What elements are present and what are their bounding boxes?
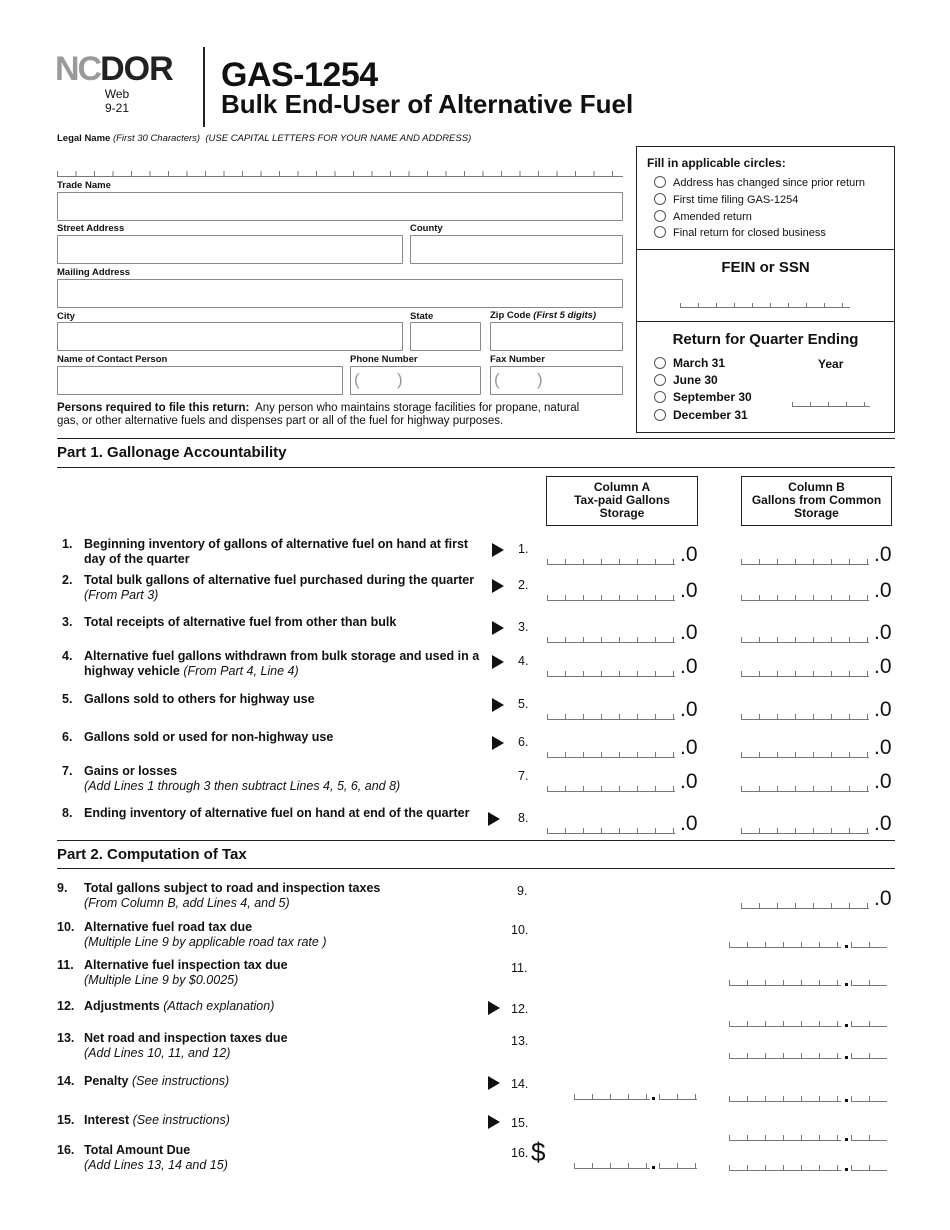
line-label: Ending inventory of alternative fuel on hand at end of the quarter (84, 806, 470, 820)
line-label: Alternative fuel road tax due (84, 920, 253, 934)
arrow-icon (492, 736, 504, 750)
line-number: 16. (57, 1143, 75, 1157)
column-a-input[interactable] (547, 712, 675, 720)
line-number: 9. (57, 881, 68, 895)
divider (636, 321, 895, 322)
line-ref: 3. (518, 620, 529, 634)
line-label: Total Amount Due (84, 1143, 191, 1157)
arrow-icon (488, 812, 500, 826)
arrow-icon (492, 655, 504, 669)
line-label: Gallons sold to others for highway use (84, 692, 315, 706)
column-a-input[interactable] (547, 826, 675, 834)
line-description (84, 615, 484, 630)
line-number: 13. (57, 1031, 75, 1045)
amount-cents-input[interactable] (851, 1133, 887, 1141)
arrow-icon (492, 543, 504, 557)
column-a-header: Column A Tax-paid Gallons Storage (546, 476, 698, 526)
arrow-icon (488, 1076, 500, 1090)
decimal-zero: .0 (680, 698, 698, 721)
sub-cents-input[interactable] (659, 1161, 697, 1169)
column-a-input[interactable] (547, 557, 675, 565)
amount-dollars-input[interactable] (729, 978, 841, 986)
column-a-input[interactable] (547, 593, 675, 601)
fax-input[interactable]: ( ) (490, 366, 623, 395)
arrow-icon (488, 1001, 500, 1015)
state-input[interactable] (410, 322, 481, 351)
line-number: 2. (62, 573, 73, 587)
decimal-point (845, 1168, 848, 1171)
amount-dollars-input[interactable] (729, 940, 841, 948)
radio-circle-icon[interactable] (654, 176, 666, 188)
line-note: (From Part 3) (84, 588, 159, 602)
circle-address-changed[interactable]: Address has changed since prior return (654, 176, 865, 189)
line-label: Total bulk gallons of alternative fuel purchased during the quarter (84, 573, 475, 587)
line-note: (From Part 4, Line 4) (183, 664, 299, 678)
line-description (84, 806, 484, 821)
amount-cents-input[interactable] (851, 1094, 887, 1102)
line-description (84, 1031, 484, 1061)
line-label: Alternative fuel inspection tax due (84, 958, 288, 972)
line-label: Total receipts of alternative fuel from other than bulk (84, 615, 397, 629)
radio-circle-icon[interactable] (654, 210, 666, 222)
line-ref: 9. (517, 884, 528, 898)
decimal-zero: .0 (874, 887, 892, 910)
line-label: Net road and inspection taxes due (84, 1031, 288, 1045)
column-b-input[interactable] (741, 826, 869, 834)
line-label: Beginning inventory of gallons of alternative fuel on hand at first (84, 537, 469, 551)
line-ref: 11. (511, 961, 528, 975)
line-description (84, 730, 484, 745)
header-divider (203, 47, 205, 127)
column-b-input[interactable] (741, 750, 869, 758)
arrow-icon (492, 621, 504, 635)
trade-name-input[interactable] (57, 192, 623, 221)
divider (57, 438, 895, 439)
column-a-input[interactable] (547, 750, 675, 758)
line-note: (See instructions) (132, 1113, 230, 1127)
decimal-zero: .0 (680, 655, 698, 678)
amount-cents-input[interactable] (851, 978, 887, 986)
amount-cents-input[interactable] (851, 1019, 887, 1027)
arrow-icon (492, 579, 504, 593)
line-label: Gains or losses (84, 764, 178, 778)
county-label: County (410, 223, 443, 234)
circle-final[interactable]: Final return for closed business (654, 226, 826, 239)
quarter-december[interactable]: December 31 (654, 408, 748, 422)
trade-name-label: Trade Name (57, 180, 111, 191)
line-description (84, 692, 484, 707)
county-input[interactable] (410, 235, 623, 264)
line-ref: 1. (518, 542, 529, 556)
column-b-input[interactable] (741, 712, 869, 720)
line-description (84, 1113, 484, 1128)
fein-input[interactable] (680, 301, 850, 308)
circles-title: Fill in applicable circles: (647, 156, 786, 170)
line-number: 1. (62, 537, 73, 551)
column-b-header: Column B Gallons from Common Storage (741, 476, 892, 526)
line-label: Gallons sold or used for non-highway use (84, 730, 334, 744)
decimal-zero: .0 (874, 655, 892, 678)
column-a-input[interactable] (547, 635, 675, 643)
line-note: (Add Lines 1 through 3 then subtract Lines 4, 5, 6, and 8) (84, 779, 401, 793)
line-description (84, 649, 484, 679)
state-label: State (410, 311, 434, 322)
persons-required-text: Persons required to file this return: Any person who maintains storage facilities for propane, natural gas, or other alternative fuels and dispenses part or all of the fuel for highway purposes. (57, 402, 580, 427)
form-title: Bulk End-User of Alternative Fuel (221, 89, 634, 119)
amount-dollars-input[interactable] (729, 1019, 841, 1027)
line-description (84, 1074, 484, 1089)
column-a-input[interactable] (547, 784, 675, 792)
line-ref: 6. (518, 735, 529, 749)
circle-amended[interactable]: Amended return (654, 210, 752, 223)
arrow-icon (488, 1115, 500, 1129)
mailing-address-input[interactable] (57, 279, 623, 308)
amount-dollars-input[interactable] (729, 1133, 841, 1141)
line-ref: 15. (511, 1116, 529, 1130)
phone-label: Phone Number (350, 354, 418, 365)
line-ref: 5. (518, 697, 529, 711)
decimal-point (652, 1166, 655, 1169)
quarter-title: Return for Quarter Ending (672, 331, 859, 348)
fein-title: FEIN or SSN (721, 259, 810, 276)
sub-dollars-input[interactable] (574, 1092, 650, 1100)
amount-dollars-input[interactable] (729, 1094, 841, 1102)
radio-circle-icon[interactable] (654, 374, 666, 386)
amount-dollars-input[interactable] (729, 1163, 841, 1171)
column-b-input[interactable] (741, 635, 869, 643)
divider (57, 467, 895, 468)
column-b-input[interactable] (741, 784, 869, 792)
amount-dollars-input[interactable] (729, 1051, 841, 1059)
city-label: City (57, 311, 75, 322)
decimal-point (845, 1099, 848, 1102)
quarter-september[interactable]: September 30 (654, 390, 752, 404)
radio-circle-icon[interactable] (654, 193, 666, 205)
line-label-cont: highway vehicle (84, 664, 180, 678)
divider (57, 840, 895, 841)
line-ref: 4. (518, 654, 529, 668)
line-ref: 13. (511, 1034, 529, 1048)
street-address-input[interactable] (57, 235, 403, 264)
line-ref: 12. (511, 1002, 529, 1016)
decimal-point (845, 1138, 848, 1141)
line-number: 15. (57, 1113, 75, 1127)
decimal-point (845, 1056, 848, 1059)
quarter-march[interactable]: March 31 (654, 356, 725, 370)
column-b-input[interactable] (741, 669, 869, 677)
quarter-june[interactable]: June 30 (654, 373, 718, 387)
column-b-input[interactable] (741, 593, 869, 601)
line-note: (See instructions) (131, 1074, 230, 1088)
city-input[interactable] (57, 322, 403, 351)
decimal-zero: .0 (874, 579, 892, 602)
line-ref: 2. (518, 578, 529, 592)
dollar-sign: $ (531, 1137, 546, 1167)
column-b-input[interactable] (741, 557, 869, 565)
line-description (84, 764, 484, 794)
line-label: Penalty (84, 1074, 129, 1088)
decimal-zero: .0 (680, 621, 698, 644)
phone-input[interactable]: ( ) (350, 366, 481, 395)
decimal-point (845, 983, 848, 986)
web-version: Web 9-21 (104, 87, 130, 115)
line-label: Interest (84, 1113, 130, 1127)
legal-name-label: Legal Name (First 30 Characters) (USE CAPITAL LETTERS FOR YOUR NAME AND ADDRESS) (57, 133, 472, 144)
decimal-zero: .0 (874, 621, 892, 644)
line-ref: 7. (518, 769, 529, 783)
decimal-zero: .0 (874, 698, 892, 721)
radio-circle-icon[interactable] (654, 357, 666, 369)
line-ref: 14. (511, 1077, 529, 1091)
line-note: (Multiple Line 9 by $0.0025) (84, 973, 239, 987)
radio-circle-icon[interactable] (654, 409, 666, 421)
line-number: 14. (57, 1074, 75, 1088)
line-ref: 16. (511, 1146, 529, 1160)
line-ref: 8. (518, 811, 529, 825)
decimal-zero: .0 (874, 812, 892, 835)
decimal-point (652, 1097, 655, 1100)
decimal-point (845, 1024, 848, 1027)
line-number: 8. (62, 806, 73, 820)
sub-dollars-input[interactable] (574, 1161, 650, 1169)
amount-cents-input[interactable] (851, 1163, 887, 1171)
contact-person-input[interactable] (57, 366, 343, 395)
line-number: 5. (62, 692, 73, 706)
amount-cents-input[interactable] (851, 940, 887, 948)
line-number: 7. (62, 764, 73, 778)
line-label: Total gallons subject to road and inspection taxes (84, 881, 381, 895)
fax-label: Fax Number (490, 354, 545, 365)
line-note: (Attach explanation) (163, 999, 275, 1013)
line-note: (Multiple Line 9 by applicable road tax rate ) (84, 935, 327, 949)
amount-cents-input[interactable] (851, 1051, 887, 1059)
decimal-zero: .0 (680, 579, 698, 602)
line-label-cont: day of the quarter (84, 552, 190, 566)
line-note: (From Column B, add Lines 4, and 5) (84, 896, 290, 910)
part2-title: Part 2. Computation of Tax (57, 846, 247, 863)
street-address-label: Street Address (57, 223, 125, 234)
mailing-address-label: Mailing Address (57, 267, 131, 278)
sub-cents-input[interactable] (659, 1092, 697, 1100)
divider (636, 249, 895, 250)
line-description (84, 958, 484, 988)
part1-title: Part 1. Gallonage Accountability (57, 444, 287, 461)
line-number: 4. (62, 649, 73, 663)
circle-first-time[interactable]: First time filing GAS-1254 (654, 193, 798, 206)
decimal-zero: .0 (680, 770, 698, 793)
total-gallons-input[interactable] (741, 901, 869, 909)
arrow-icon (492, 698, 504, 712)
line-number: 12. (57, 999, 75, 1013)
line-description (84, 573, 484, 603)
decimal-zero: .0 (680, 812, 698, 835)
year-label: Year (818, 357, 844, 371)
decimal-zero: .0 (874, 543, 892, 566)
line-label: Adjustments (84, 999, 160, 1013)
year-input[interactable] (792, 400, 870, 407)
column-a-input[interactable] (547, 669, 675, 677)
ncdor-logo: NCDOR (55, 50, 173, 88)
radio-circle-icon[interactable] (654, 391, 666, 403)
line-description (84, 920, 484, 950)
divider (57, 868, 895, 869)
decimal-point (845, 945, 848, 948)
line-number: 10. (57, 920, 75, 934)
line-number: 3. (62, 615, 73, 629)
legal-name-input[interactable] (57, 170, 623, 177)
line-description (84, 537, 484, 567)
line-note: (Add Lines 10, 11, and 12) (84, 1046, 231, 1060)
form-number: GAS-1254 (221, 56, 378, 94)
zip-label: Zip Code (First 5 digits) (490, 310, 597, 321)
line-label: Alternative fuel gallons withdrawn from bulk storage and used in a (84, 649, 480, 663)
line-number: 11. (57, 958, 74, 972)
zip-input[interactable] (490, 322, 623, 351)
line-description (84, 999, 484, 1014)
line-note: (Add Lines 13, 14 and 15) (84, 1158, 228, 1172)
line-description (84, 881, 484, 911)
line-description (84, 1143, 484, 1173)
radio-circle-icon[interactable] (654, 226, 666, 238)
decimal-zero: .0 (680, 543, 698, 566)
decimal-zero: .0 (680, 736, 698, 759)
line-ref: 10. (511, 923, 529, 937)
decimal-zero: .0 (874, 770, 892, 793)
line-number: 6. (62, 730, 73, 744)
contact-person-label: Name of Contact Person (57, 354, 168, 365)
decimal-zero: .0 (874, 736, 892, 759)
